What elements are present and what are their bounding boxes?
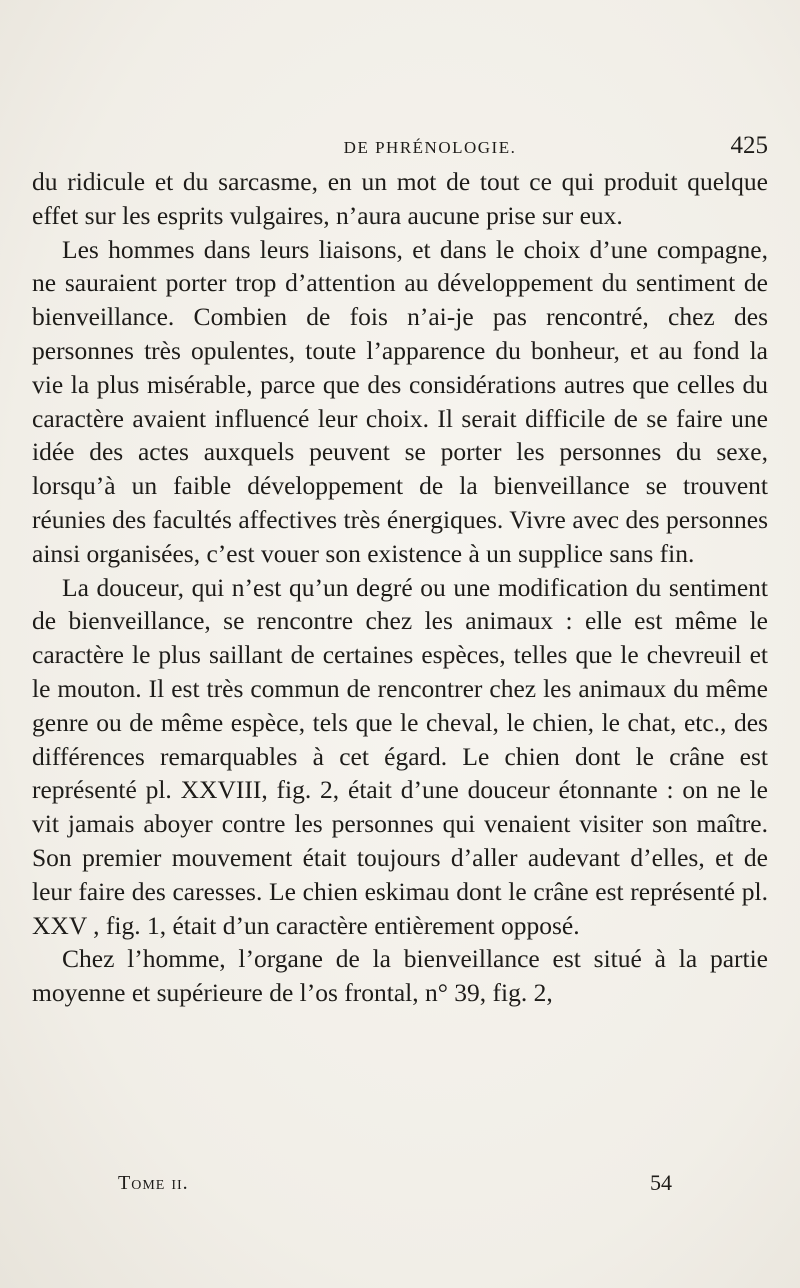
- page-number: 425: [730, 132, 768, 159]
- paragraph-douceur: La douceur, qui n’est qu’un degré ou une modification du sentiment de bienveillance, se rencontre chez les animaux : elle est même le caractère le plus saillant de certaines espèces, telles que le chevreuil et le mouton. Il est très commun de rencontrer chez les animaux du même genre ou de même espèce, tels que le cheval, le chien, le chat, etc., des différences remarquables à cet égard. Le chien dont le crâne est représenté pl. XXVIII, fig. 2, était d’une douceur étonnante : on ne le vit jamais aboyer contre les personnes qui venaient visiter son maître. Son premier mouvement était toujours d’aller audevant d’elles, et de leur faire des caresses. Le chien eskimau dont le crâne est représenté pl. XXV , fig. 1, était d’un caractère entièrement opposé.: [32, 572, 768, 940]
- page-footer: [30, 1172, 770, 1202]
- paragraph-organe: Chez l’homme, l’organe de la bienveillance est situé à la partie moyenne et supérieure de l’os frontal, n° 39, fig. 2,: [32, 944, 768, 1008]
- paragraph-continuation: du ridicule et du sarcasme, en un mot de tout ce qui produit quelque effet sur les esprits vulgaires, n’aura aucune prise sur eux.: [32, 167, 768, 230]
- body-text: [32, 165, 768, 1010]
- running-title: DE PHRÉNOLOGIE.: [343, 138, 517, 157]
- page-header: [30, 132, 770, 162]
- signature-number: 54: [650, 1170, 672, 1195]
- volume-signature: Tome ii.: [118, 1172, 189, 1194]
- paragraph-liaisons: Les hommes dans leurs liaisons, et dans le choix d’une compagne, ne sauraient porter trop d’attention au développement du sentiment de bienveillance. Combien de fois n’ai-je pas rencontré, chez des personnes très opulentes, toute l’apparence du bonheur, et au fond la vie la plus misérable, parce que des considérations autres que celles du caractère avaient influencé leur choix. Il serait difficile de se faire une idée des actes auxquels peuvent se porter les personnes du sexe, lorsqu’à un faible développement de la bienveillance se trouvent réunies des facultés affectives très énergiques. Vivre avec des personnes ainsi organisées, c’est vouer son existence à un supplice sans fin.: [32, 234, 768, 568]
